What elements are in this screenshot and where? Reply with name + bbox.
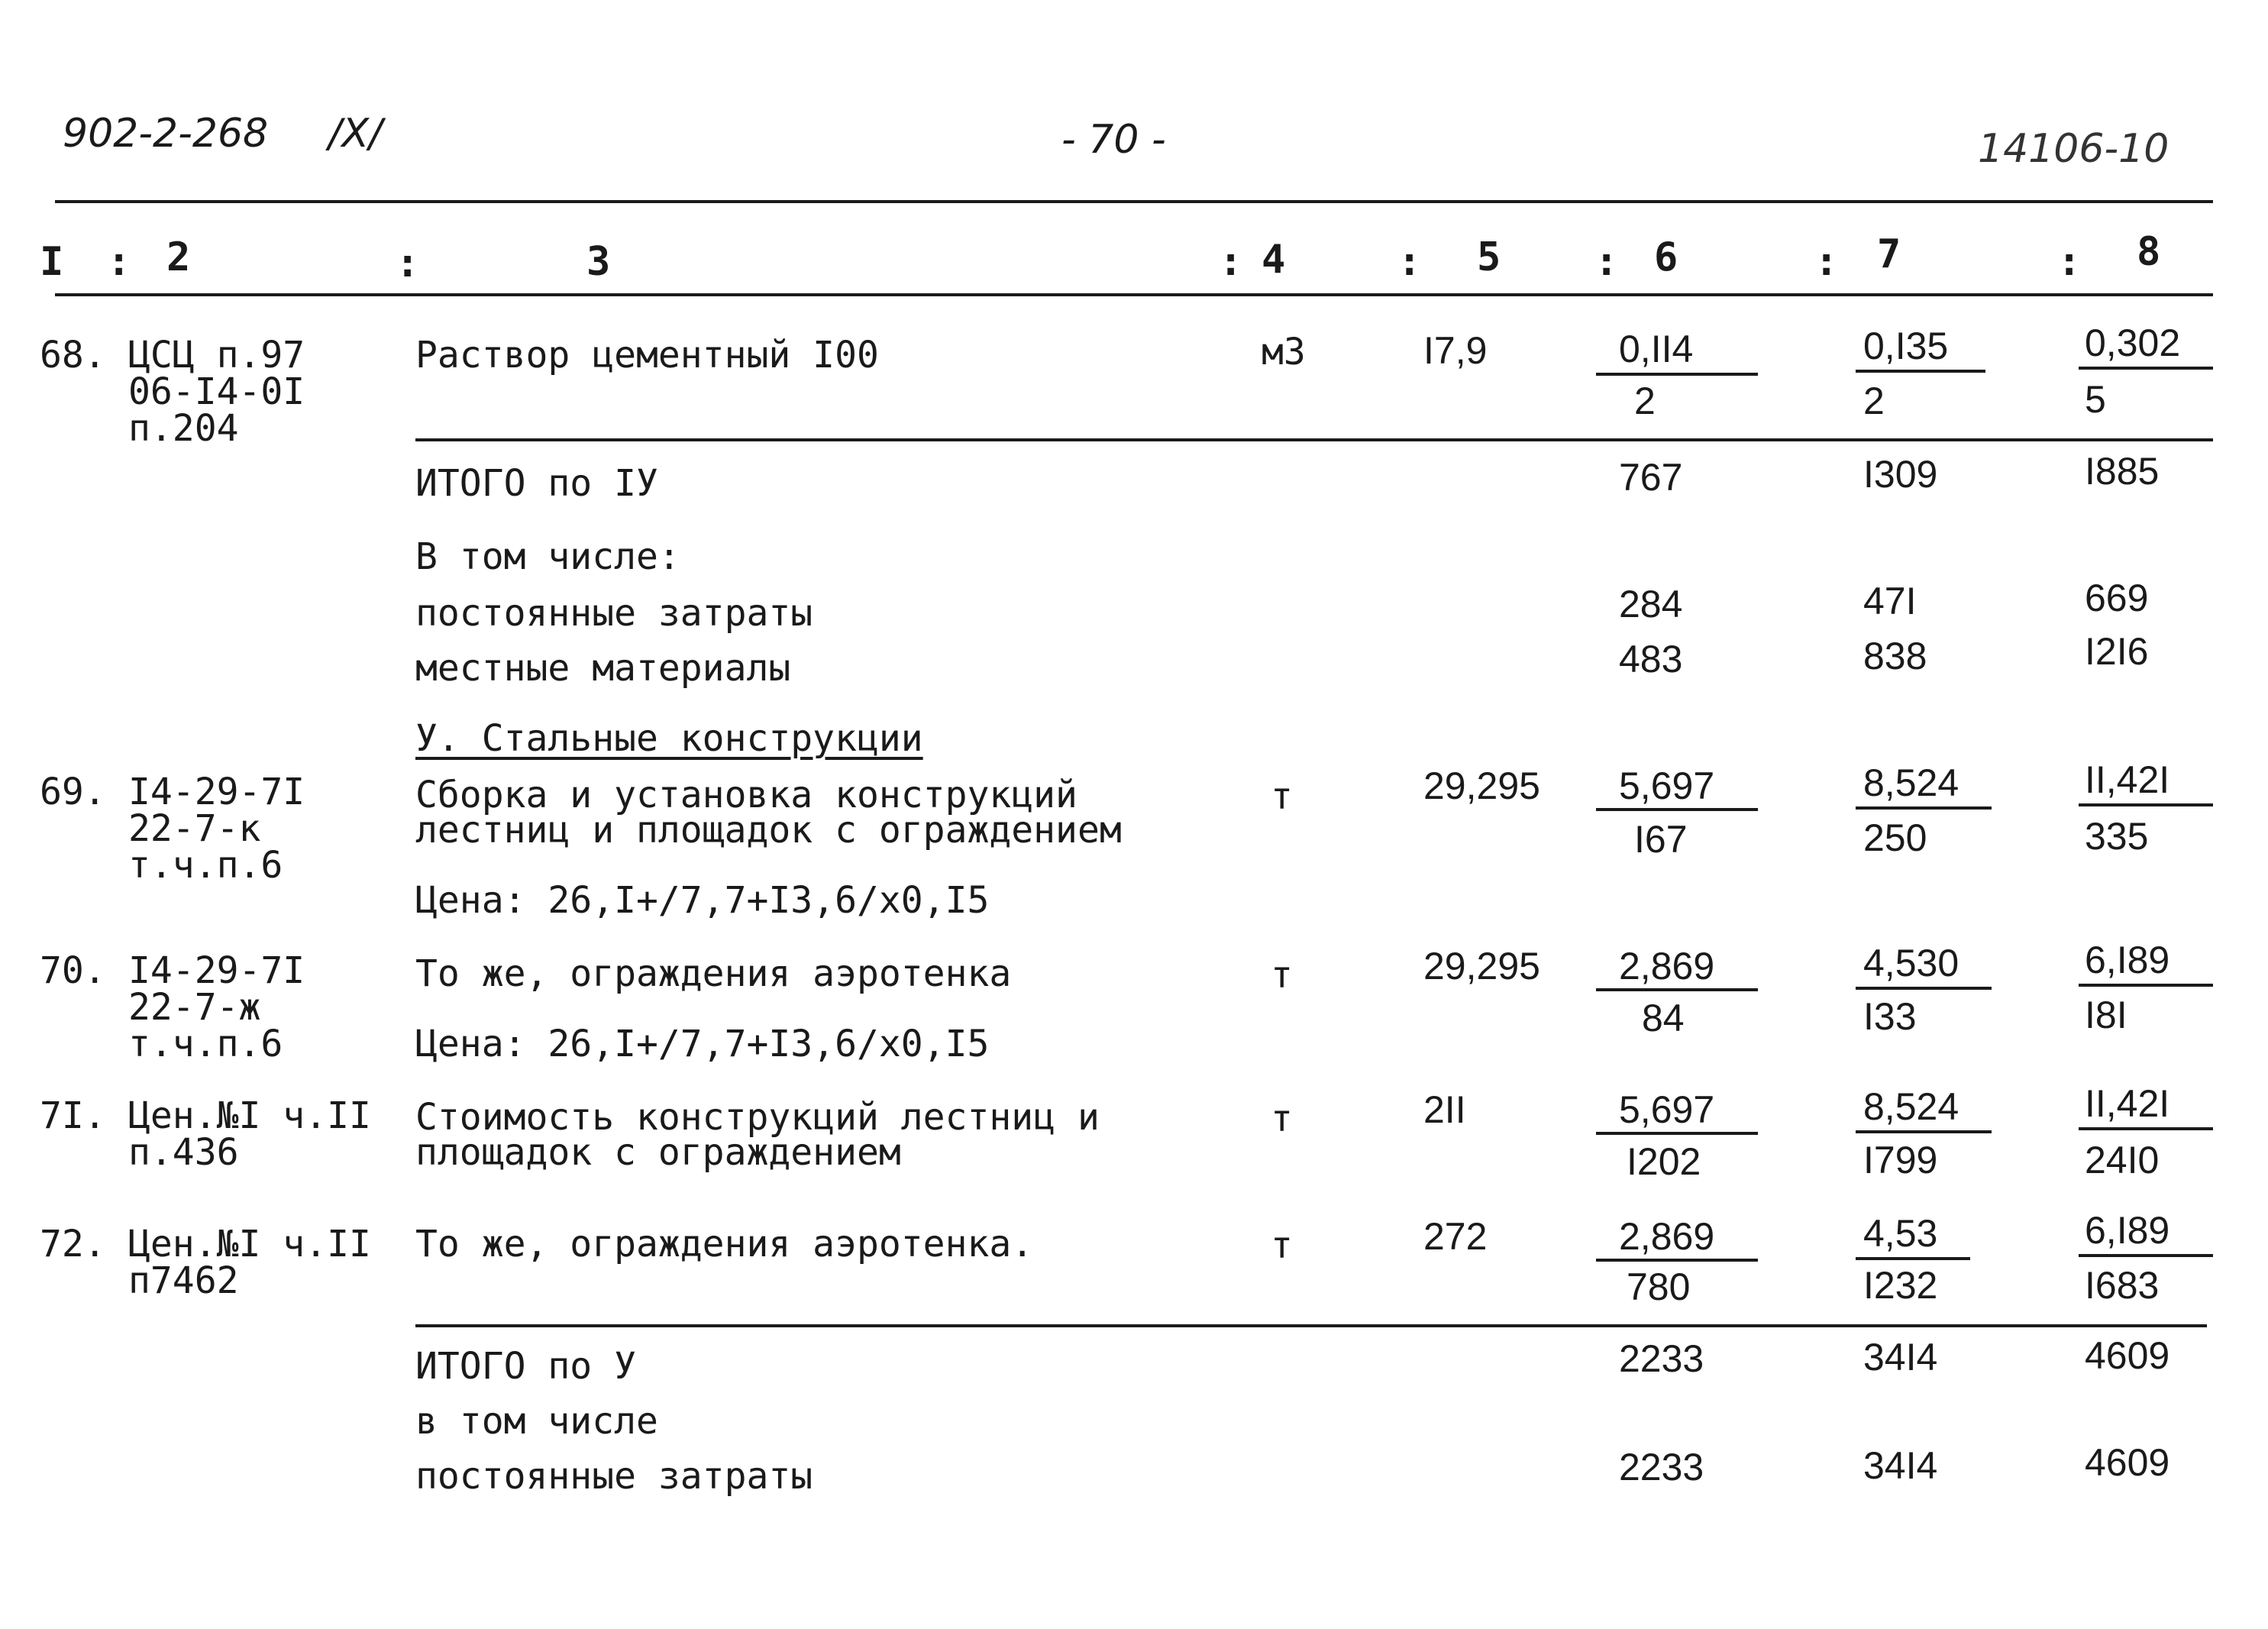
row-unit: м3	[1262, 331, 1306, 373]
doc-code: 902-2-268	[63, 111, 269, 157]
fraction-line	[2079, 367, 2213, 370]
fraction-line	[1596, 373, 1758, 376]
row-col6-bottom: 780	[1627, 1265, 1691, 1308]
col-sep: :	[1814, 239, 1839, 285]
col-sep: :	[396, 241, 420, 286]
row-col8-bottom: 5	[2085, 378, 2106, 421]
fraction-line	[2079, 984, 2213, 987]
total-iv-col6: 767	[1619, 456, 1683, 499]
local-col8: I2I6	[2085, 630, 2149, 673]
fraction-line	[2079, 803, 2213, 806]
row-unit: т	[1271, 775, 1293, 818]
total-v-col8: 4609	[2085, 1334, 2170, 1377]
row-col8-bottom: I683	[2085, 1264, 2160, 1307]
row-description: То же, ограждения аэротенка.	[415, 1223, 1034, 1265]
row-col6-bottom: 2	[1634, 380, 1656, 422]
row-col7-bottom: I232	[1863, 1264, 1938, 1307]
row-reference: Цен.№I ч.II	[128, 1223, 371, 1265]
row-reference: п7462	[128, 1259, 239, 1302]
row-reference: 06-I4-0I	[128, 370, 305, 413]
fraction-line	[1596, 988, 1758, 991]
row-col7-bottom: I799	[1863, 1139, 1938, 1181]
row-col7-top: 4,530	[1863, 942, 1959, 984]
row-unit: т	[1271, 1097, 1293, 1140]
row-reference: п.436	[128, 1131, 239, 1174]
row-reference: т.ч.п.6	[128, 844, 283, 887]
total-iv-col8: I885	[2085, 450, 2160, 493]
price-formula: Цена: 26,I+/7,7+I3,6/x0,I5	[415, 879, 990, 922]
row-unit: т	[1271, 954, 1293, 997]
row-description: площадок с ограждением	[415, 1131, 901, 1174]
total-v-label: ИТОГО по У	[415, 1345, 636, 1388]
row-number: 72.	[40, 1223, 106, 1265]
including-label: В том числе:	[415, 535, 680, 578]
col-7: 7	[1877, 231, 1901, 277]
row-col8-top: 0,302	[2085, 322, 2181, 364]
col-8: 8	[2137, 229, 2161, 275]
fraction-line	[1856, 1257, 1970, 1260]
row-col8-bottom: 335	[2085, 815, 2149, 858]
row-col8-bottom: I8I	[2085, 994, 2127, 1036]
row-description: Сборка и установка конструкций	[415, 774, 1077, 816]
fraction-line	[2079, 1254, 2213, 1257]
total-v-col7: 34I4	[1863, 1336, 1938, 1379]
local-col7: 838	[1863, 635, 1927, 677]
subtotal-rule	[415, 438, 2213, 441]
fraction-line	[1596, 1132, 1758, 1135]
row-col7-top: 8,524	[1863, 1085, 1959, 1128]
row-description: лестниц и площадок с ограждением	[415, 809, 1122, 852]
fraction-line	[1596, 808, 1758, 811]
including-label: в том числе	[415, 1400, 658, 1443]
row-col6-top: 2,869	[1619, 945, 1715, 987]
col-sep: :	[2057, 239, 2082, 285]
row-col7-bottom: 250	[1863, 816, 1927, 859]
col-5: 5	[1477, 234, 1501, 280]
fraction-line	[1856, 1130, 1992, 1133]
row-col8-top: II,42I	[2085, 758, 2170, 801]
row-col8-bottom: 24I0	[2085, 1139, 2160, 1181]
row-reference: 22-7-ж	[128, 986, 261, 1029]
local-col6: 483	[1619, 638, 1683, 680]
total-iv-label: ИТОГО по IУ	[415, 462, 658, 505]
column-header-rule	[55, 293, 2213, 296]
row-description: Раствор цементный I00	[415, 334, 879, 377]
row-quantity: 29,295	[1423, 945, 1540, 987]
col-sep: :	[107, 239, 131, 285]
total-v-col6: 2233	[1619, 1337, 1704, 1380]
constant-col7: 47I	[1863, 580, 1917, 622]
row-col6-top: 5,697	[1619, 764, 1715, 807]
constant-col8: 669	[2085, 577, 2149, 619]
col-4: 4	[1262, 237, 1286, 283]
constant-col7: 34I4	[1863, 1444, 1938, 1487]
row-quantity: 272	[1423, 1215, 1488, 1258]
row-number: 69.	[40, 771, 106, 813]
row-col6-top: 5,697	[1619, 1088, 1715, 1131]
row-number: 70.	[40, 949, 106, 992]
row-quantity: I7,9	[1423, 329, 1488, 372]
row-col6-top: 0,II4	[1619, 328, 1694, 370]
row-number: 68.	[40, 334, 106, 377]
col-sep: :	[1219, 239, 1243, 285]
row-unit: т	[1271, 1224, 1293, 1267]
sheet-number: 14106-10	[1978, 126, 2169, 172]
fraction-line	[2079, 1127, 2213, 1130]
constant-col6: 284	[1619, 583, 1683, 625]
col-sep: :	[1594, 239, 1619, 285]
row-reference: т.ч.п.6	[128, 1023, 283, 1065]
local-materials-label: местные материалы	[415, 647, 791, 690]
row-col6-top: 2,869	[1619, 1215, 1715, 1258]
row-col7-bottom: 2	[1863, 380, 1885, 422]
row-col6-bottom: 84	[1642, 997, 1685, 1039]
row-col8-top: 6,I89	[2085, 1209, 2170, 1252]
constant-costs-label: постоянные затраты	[415, 1455, 813, 1498]
section-heading: У. Стальные конструкции	[415, 717, 923, 760]
row-col6-bottom: I202	[1627, 1140, 1701, 1183]
row-col8-top: 6,I89	[2085, 939, 2170, 981]
price-formula: Цена: 26,I+/7,7+I3,6/x0,I5	[415, 1023, 990, 1065]
volume-number: /X/	[328, 111, 383, 157]
header-rule	[55, 200, 2213, 203]
fraction-line	[1596, 1259, 1758, 1262]
row-reference: I4-29-7I	[128, 949, 305, 992]
row-col7-top: 8,524	[1863, 761, 1959, 804]
col-2: 2	[166, 234, 191, 280]
row-col8-top: II,42I	[2085, 1082, 2170, 1125]
row-quantity: 29,295	[1423, 764, 1540, 807]
constant-col8: 4609	[2085, 1441, 2170, 1484]
constant-col6: 2233	[1619, 1446, 1704, 1488]
row-description: Стоимость конструкций лестниц и	[415, 1096, 1100, 1139]
row-description: То же, ограждения аэротенка	[415, 952, 1012, 995]
subtotal-rule	[415, 1324, 2207, 1327]
fraction-line	[1856, 370, 1985, 373]
row-reference: 22-7-к	[128, 807, 261, 850]
row-reference: Цен.№I ч.II	[128, 1094, 371, 1137]
total-iv-col7: I309	[1863, 453, 1938, 496]
row-reference: I4-29-7I	[128, 771, 305, 813]
constant-costs-label: постоянные затраты	[415, 592, 813, 635]
fraction-line	[1856, 806, 1992, 810]
row-col7-bottom: I33	[1863, 995, 1917, 1038]
row-reference: п.204	[128, 407, 239, 450]
row-col6-bottom: I67	[1634, 818, 1688, 861]
col-3: 3	[586, 239, 611, 285]
fraction-line	[1856, 987, 1992, 990]
row-col7-top: 0,I35	[1863, 325, 1949, 367]
col-sep: :	[1397, 239, 1422, 285]
row-number: 7I.	[40, 1094, 106, 1137]
col-6: 6	[1654, 234, 1678, 280]
row-col7-top: 4,53	[1863, 1212, 1938, 1255]
col-1: I	[40, 239, 64, 285]
row-reference: ЦСЦ п.97	[128, 334, 305, 377]
row-quantity: 2II	[1423, 1088, 1466, 1131]
page-number: - 70 -	[1061, 117, 1166, 163]
